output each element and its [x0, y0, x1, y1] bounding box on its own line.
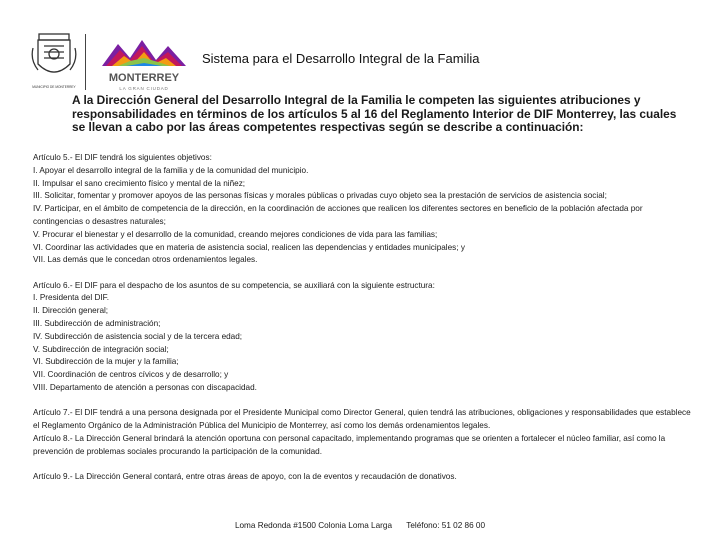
municipal-crest-logo [30, 30, 78, 92]
article-6-item: V. Subdirección de integración social; [33, 344, 169, 354]
article-5-heading: Artículo 5.- El DIF tendrá los siguientes objetivos: [33, 153, 212, 162]
article-6-item: VII. Coordinación de centros cívicos y de desarrollo; y [33, 370, 229, 380]
brand-name: MONTERREY [108, 72, 180, 84]
article-9: Artículo 9.- La Dirección General contará, entre otras áreas de apoyo, con la de eventos y recaudación de donativos. [33, 472, 457, 482]
article-5-item: II. Impulsar el sano crecimiento físico y mental de la niñez; [33, 178, 246, 188]
article-6-item: VIII. Departamento de atención a personas con discapacidad. [33, 383, 257, 393]
article-6-item: III. Subdirección de administración; [33, 319, 161, 329]
header-divider [85, 34, 86, 90]
article-6-item: IV. Subdirección de asistencia social y de la tercera edad; [33, 331, 243, 341]
page-title: Sistema para el Desarrollo Integral de la Familia [202, 51, 480, 66]
article-6-item: II. Dirección general; [33, 306, 109, 316]
brand-tagline: LA GRAN CIUDAD [119, 86, 169, 91]
article-6-item: I. Presidenta del DIF. [33, 293, 109, 303]
footer-address: Loma Redonda #1500 Colonia Loma Larga [234, 521, 392, 530]
article-5-item: VI. Coordinar las actividades que en materia de asistencia social, realicen las dependencias y entidades municipales; y [33, 242, 465, 252]
article-7: Artículo 7.- El DIF tendrá a una persona designada por el Presidente Municipal como Director General, quien tendrá las atribuciones, obligaciones y responsabilidades que establece el Reglamento Orgánico de la Administración Pública del Municipio de Monterrey, así como los demás ordenamientos legales. [33, 408, 691, 431]
article-5-item: IV. Participar, en el ámbito de competencia de la dirección, en la coordinación de acciones que realicen los diferentes sectores en beneficio de la población afectada por contingencias o desastres naturales; [33, 204, 643, 226]
article-8: Artículo 8.- La Dirección General brindará la atención oportuna con personal capacitado, implementando programas que se orienten a fortalecer el núcleo familiar, así como la prevención de problemas sociales procurando la participación de la comunidad. [33, 433, 666, 456]
intro-paragraph: A la Dirección General del Desarrollo Integral de la Familia le competen las siguientes atribuciones y responsabilidades en términos de los artículos 5 al 16 del Reglamento Interior de DIF Monterrey, las cuales se llevan a cabo por las áreas competentes respectivas según se describe a continuación: [72, 93, 677, 134]
crest-caption: MUNICIPIO DE MONTERREY [32, 85, 76, 89]
document-body [33, 152, 693, 484]
article-6-item: VI. Subdirección de la mujer y la familia; [33, 357, 179, 367]
article-5-item: III. Solicitar, fomentar y promover apoyos de las personas físicas y morales públicas o privadas cuyo objeto sea la prestación de servicios de asistencia social; [33, 191, 607, 201]
article-5-item: VII. Las demás que le concedan otros ordenamientos legales. [33, 255, 258, 265]
article-6-heading: Artículo 6.- El DIF para el despacho de los asuntos de su competencia, se auxiliará con la siguiente estructura: [33, 280, 435, 290]
article-5-item: V. Procurar el bienestar y el desarrollo de la comunidad, creando mejores condiciones de vida para las familias; [33, 229, 438, 239]
page-footer [0, 521, 720, 530]
monterrey-brand-logo [96, 32, 192, 94]
page-header [0, 0, 720, 96]
footer-phone: Teléfono: 51 02 86 00 [406, 521, 486, 530]
article-5-item: I. Apoyar el desarrollo integral de la familia y de la comunidad del municipio. [33, 165, 309, 175]
